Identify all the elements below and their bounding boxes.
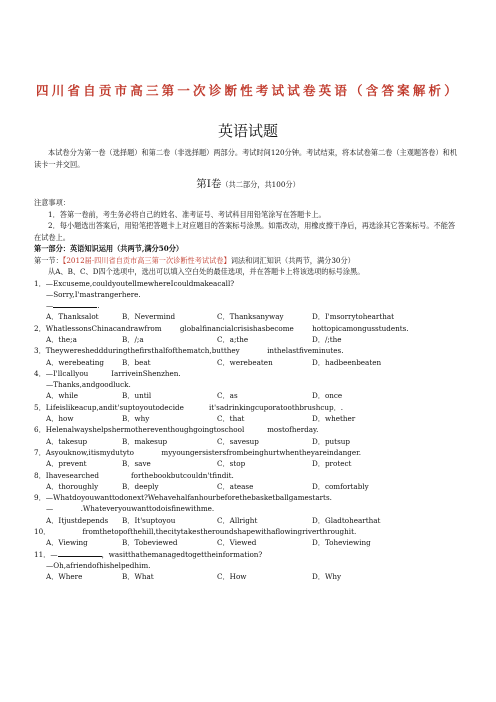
option-b: B．It'suptoyou [122,515,176,525]
option-a: A．werebeating [46,357,105,367]
section1-lead: 第一节： [34,255,63,265]
option-b: B．Nevermind [122,312,176,322]
option-c: C．stop [217,459,246,469]
question-4: 4．—I'llcallyou IarriveinShenzhen. [34,368,181,378]
option-b: B．makesup [122,436,168,446]
option-d: D．whether [312,414,356,424]
question-11: 11．— ，wasitthathemanagedtogettheinformation? [34,549,263,559]
option-a: A．while [46,391,79,401]
question-10: 10． fromthetopofthehill,thecitytakestheroundshapewithaflowingriverthroughit. [34,527,357,537]
answer-blank [53,300,97,308]
option-b: B．deeply [122,481,159,491]
question-6: 6．Helenalwayshelpshermothereventhoughgoingtoschool mostofherday. [34,425,319,435]
section1-text: 词法和词汇知识（共两节，满分30分） [230,255,355,265]
question-2-options [46,334,462,345]
option-a: A．Where [46,572,83,582]
option-d: D．Gladtohearthat [312,515,381,525]
option-b: B．save [122,459,151,469]
option-c: C．Allright [217,515,258,525]
section1-title: 第一部分：英语知识运用（共两节,满分50分） [34,244,184,253]
option-a: A．Thanksalot [46,312,99,322]
question-1-line-3: — . [46,301,100,311]
option-c: C．a;the [217,334,249,344]
question-1-options [46,311,462,322]
exam-subtitle: 英语试题 [217,122,278,140]
question-5-options [46,413,462,424]
notes-title: 注意事项： [34,198,70,207]
option-d: D．/;the [312,334,342,344]
part1-note: （共二部分，共100分） [221,180,300,189]
option-c: C．savesup [217,436,259,446]
option-c: C．Viewed [217,538,257,548]
answer-blank [58,549,102,557]
option-a: A．takesup [46,436,88,446]
note-item-2: 2．每小题选出答案后，用铅笔把答题卡上对应题目的答案标号涂黑。如需改动，用橡皮擦干净后，再选涂其它答案标号。不能答在试卷上。 [34,221,456,242]
option-a: A．how [46,414,74,424]
option-b: B．why [122,414,150,424]
option-a: A．Itjustdepends [46,515,109,525]
option-b: B．/;a [122,334,144,344]
exam-intro: 本试卷分为第一卷（选择题）和第二卷（非选择题）两部分。考试时间120分钟。考试结束，将本试卷第二卷（主观题答卷）和机读卡一并交回。 [34,148,458,169]
option-b: B．Tobeviewed [122,538,178,548]
note-item-1: 1．答第一卷前，考生务必将自己的姓名、准考证号、考试科目用铅笔涂写在答题卡上。 [48,209,326,219]
question-4-options [46,390,462,401]
option-b: B．What [122,572,154,582]
option-d: D．hadbeenbeaten [312,357,382,367]
question-5: 5．Lifeislikeacup,andit'suptoyoutodecide it'sadrinkingcuporatoothbrushcup．. [34,402,344,412]
option-c: C．that [217,414,245,424]
option-d: D．Toheviewing [312,538,371,548]
question-7: 7．Asyouknow,itismydutyto myyoungersistersfrombeinghurtwhentheyareindanger. [34,447,362,457]
section1-instructions: 从A、B、C、D四个选项中，选出可以填入空白处的最佳选项，并在答题卡上将该选项的标号涂黑。 [48,267,365,276]
option-d: D．once [312,391,343,401]
part1-heading [34,176,462,191]
question-2: 2．WhatlessonsChinacandrawfrom globalfinancialcrisishasbecome hottopicamongusstudents. [34,323,409,333]
option-c: C．Thanksanyway [217,312,284,322]
option-d: D．comfortably [312,481,369,491]
question-1-line-2: —Sorry,I'mastrangerhere. [46,289,141,299]
question-1: 1．—Excuseme,couldyoutellmewhereIcouldmakeacall? [34,278,235,288]
option-c: C．werebeaten [217,357,273,367]
question-3-options [46,357,462,368]
option-d: D．Why [312,572,342,582]
option-c: C．How [217,572,247,582]
question-9: 9．—Whatdoyouwanttodonext?Wehavehalfanhourbeforethebasketballgamestarts. [34,493,332,503]
document-title: 四川省自贡市高三第一次诊断性考试试卷英语（含答案解析） [36,83,460,98]
option-d: D．protect [312,459,352,469]
option-d: D．I'msorrytohearthat [312,312,395,322]
question-4-line-2: —Thanks,andgoodluck. [46,380,131,390]
question-6-options [46,436,462,447]
option-b: B．until [122,391,152,401]
question-9-options [46,515,462,526]
section1-heading [34,255,462,267]
question-7-options [46,458,462,469]
question-11-options [46,571,462,582]
question-11-line-2: —Oh,afriendofhishelpedhim. [46,560,151,570]
option-a: A．thoroughly [46,481,99,491]
option-c: C．atease [217,481,254,491]
question-8: 8．Ihavesearched forthebookbutcouldn'tfindit. [34,470,234,480]
option-b: B．beat [122,357,151,367]
question-8-options [46,481,462,492]
option-d: D．putsup [312,436,350,446]
question-3: 3．Theyweresheddduringthefirsthalfofthematch,butthey inthelastfiveminutes. [34,346,344,356]
option-c: C．as [217,391,238,401]
question-9-line-2: — .Whateveryouwanttodoisfinewithme. [46,504,215,514]
section1-tag: 【2012届·四川省自贡市高三第一次诊断性考试试卷】 [62,255,231,265]
option-a: A．the;a [46,334,77,344]
option-a: A．prevent [46,459,87,469]
question-10-options [46,537,462,548]
option-a: A．Viewing [46,538,88,548]
part1-title: 第Ⅰ卷 [196,178,222,190]
